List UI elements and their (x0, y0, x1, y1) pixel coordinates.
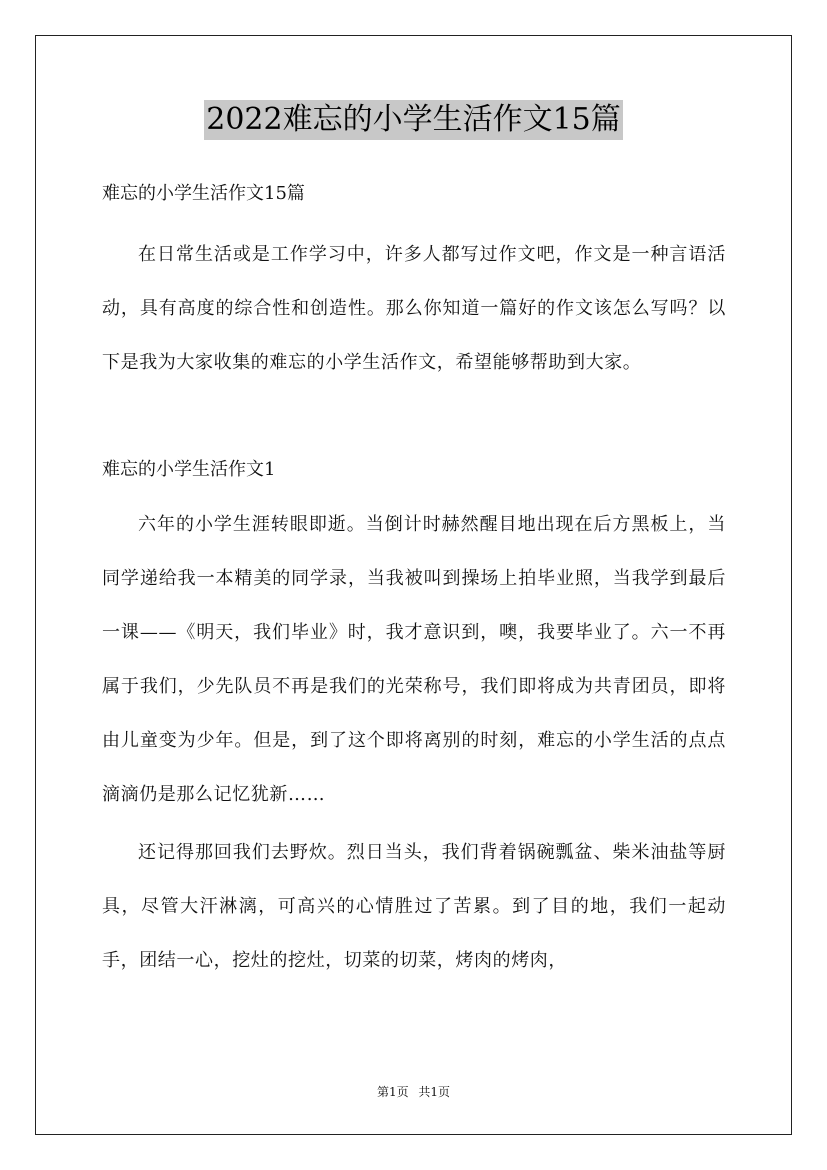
page-number: 第1页 (376, 1085, 409, 1099)
page-footer (0, 1083, 827, 1100)
document-body (102, 174, 726, 988)
title-container (0, 100, 827, 140)
page-total: 共1页 (418, 1085, 451, 1099)
intro-paragraph: 在日常生活或是工作学习中，许多人都写过作文吧，作文是一种言语活动，具有高度的综合性和创造性。那么你知道一篇好的作文该怎么写吗？以下是我为大家收集的难忘的小学生活作文，希望能够帮助到大家。 (102, 244, 726, 373)
body-paragraph: 还记得那回我们去野炊。烈日当头，我们背着锅碗瓢盆、柴米油盐等厨具，尽管大汗淋漓，可高兴的心情胜过了苦累。到了目的地，我们一起动手，团结一心，挖灶的挖灶，切菜的切菜，烤肉的烤肉， (102, 842, 726, 971)
body-paragraph: 六年的小学生涯转眼即逝。当倒计时赫然醒目地出现在后方黑板上，当同学递给我一本精美的同学录，当我被叫到操场上拍毕业照，当我学到最后一课——《明天，我们毕业》时，我才意识到，噢，我要毕业了。六一不再属于我们，少先队员不再是我们的光荣称号，我们即将成为共青团员，即将由儿童变为少年。但是，到了这个即将离别的时刻，难忘的小学生活的点点滴滴仍是那么记忆犹新…… (102, 514, 726, 805)
document-subtitle: 难忘的小学生活作文15篇 (102, 183, 305, 204)
document-title: 2022难忘的小学生活作文15篇 (204, 100, 623, 140)
section-heading: 难忘的小学生活作文1 (102, 459, 276, 480)
